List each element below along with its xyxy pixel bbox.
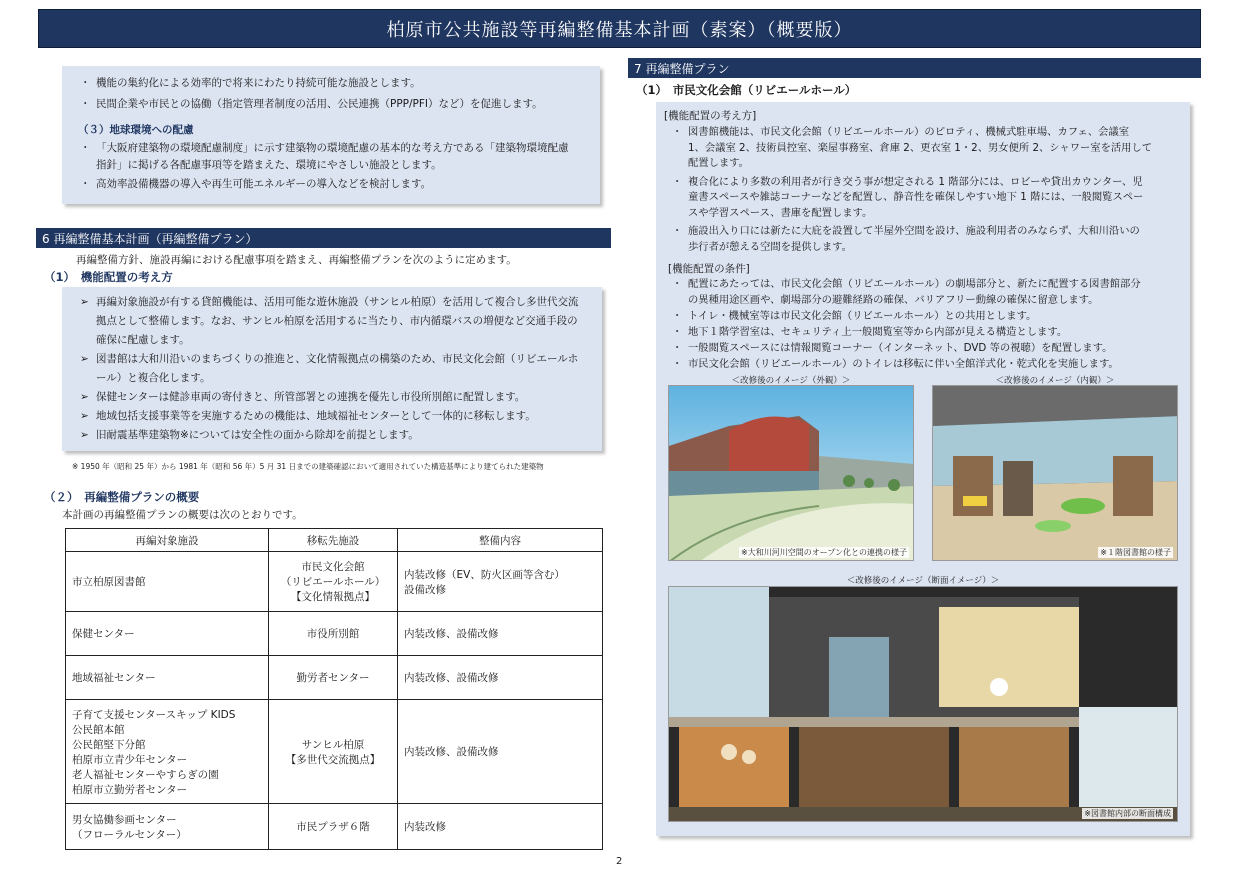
column-header: 再編対象施設 [66, 529, 269, 552]
bullet-mark: ・ [672, 325, 683, 338]
table-row [66, 656, 603, 700]
list-item: ・ 民間企業や市民との協働（指定管理者制度の活用、公民連携（PPP/PFI）など）を促進します。 [80, 98, 543, 110]
list-item: ・ 一般閲覧スペースには情報閲覧コーナー（インターネット、DVD 等の視聴）を配置します。 [672, 341, 1177, 357]
table-cell: 内装改修（EV、防火区画等含む） 設備改修 [398, 552, 603, 612]
table-intro: 本計画の再編整備プランの概要は次のとおりです。 [62, 509, 303, 521]
list-item: ・ 高効率設備機器の導入や再生可能エネルギーの導入などを検討します。 [80, 178, 432, 190]
column-header: 整備内容 [398, 529, 603, 552]
table-row [66, 804, 603, 850]
list-item: ➢ 保健センターは健診車両の寄付きと、所管部署との連携を優先し市役所別館に配置します。 [80, 391, 526, 403]
section-7-header: 7 再編整備プラン [628, 58, 1201, 78]
subsection-heading: （1） 機能配置の考え方 [44, 270, 173, 284]
image-caption: ＜改修後のイメージ（内観）＞ [995, 376, 1115, 386]
section-heading: （３）地球環境への配慮 [78, 124, 194, 136]
image-note: ※大和川河川空間のオープン化との連携の様子 [741, 548, 907, 557]
table-cell: 子育て支援センタースキップ KIDS 公民館本館 公民館堅下分館 柏原市立青少年センター 老人福祉センターやすらぎの園 柏原市立勤労者センター [66, 700, 269, 804]
list-item: ➢ 旧耐震基準建築物※については安全性の面から除却を前提とします。 [80, 429, 419, 441]
table-cell: 内装改修、設備改修 [398, 700, 603, 804]
table-cell: 市役所別館 [269, 612, 398, 656]
section-image [668, 586, 1178, 822]
table-header-row [66, 529, 603, 552]
table-row [66, 612, 603, 656]
bullet-mark: ・ [672, 175, 683, 188]
policy-box [62, 66, 600, 204]
bullet-mark: ・ [672, 341, 683, 354]
image-caption: ＜改修後のイメージ（外観）＞ [731, 376, 851, 386]
table-cell: 市民文化会館 （リビエールホール） 【文化情報拠点】 [269, 552, 398, 612]
bullet-mark: ・ [672, 309, 683, 322]
list-item: ・ 機能の集約化による効率的で将来にわたり持続可能な施設とします。 [80, 77, 421, 89]
column-header: 移転先施設 [269, 529, 398, 552]
label-conditions: [機能配置の条件] [668, 263, 750, 275]
list-item: ・ 複合化により多数の利用者が行き交う事が想定される 1 階部分には、ロビーや貸出カウンター、児 童書スペースや雑誌コーナーなどを配置し、静音性を確保しやすい地下 1 階には、一般閲覧スペー スや学習スペース、書庫を配置します。 [672, 175, 1144, 219]
table-cell: 男女協働参画センター （フローラルセンター） [66, 804, 269, 850]
table-cell: 勤労者センター [269, 656, 398, 700]
table-cell: 内装改修 [398, 804, 603, 850]
image-note: ※図書館内部の断面構成 [1084, 809, 1171, 818]
section-6-intro: 再編整備方針、施設再編における配慮事項を踏まえ、再編整備プランを次のように定めます。 [76, 254, 517, 266]
subsection-heading: （1） 市民文化会館（リビエールホール） [636, 83, 857, 97]
list-item: ➢ 再編対象施設が有する貸館機能は、活用可能な遊休施設（サンヒル柏原）を活用して複合し多世代交流 拠点として整備します。なお、サンヒル柏原を活用するに当たり、市内循環バスの増便など交通手段の 確保に配慮します。 [80, 296, 579, 346]
table-cell: 内装改修、設備改修 [398, 612, 603, 656]
table-row [66, 552, 603, 612]
page-number: 2 [616, 856, 623, 867]
list-item: ➢ 地域包括支援事業等を実施するための機能は、地域福祉センターとして一体的に移転します。 [80, 410, 536, 422]
bullet-mark: ・ [672, 225, 683, 237]
section-6-header: 6 再編整備基本計画（再編整備プラン） [36, 228, 611, 248]
table-cell: 市立柏原図書館 [66, 552, 269, 612]
list-item: ・ 配置にあたっては、市民文化会館（リビエールホール）の劇場部分と、新たに配置する図書館部分 の異種用途区画や、劇場部分の避難経路の確保、バリアフリー動線の確保に留意します。 [672, 278, 1141, 306]
list-item: ・ 施設出入り口には新たに大庇を設置して半屋外空間を設け、施設利用者のみならず、大和川沿いの 歩行者が憩える空間を提供します。 [672, 225, 1140, 253]
table-cell: 保健センター [66, 612, 269, 656]
footnote: ※ 1950 年（昭和 25 年）から 1981 年（昭和 56 年）5 月 31 日までの建築確認において適用されていた構造基準により建てられた建築物 [72, 462, 544, 471]
table-cell: 内装改修、設備改修 [398, 656, 603, 700]
interior-image [932, 385, 1178, 561]
list-item: ・ 「大阪府建築物の環境配慮制度」に示す建築物の環境配慮の基本的な考え方である「建築物環境配慮 指針」に掲げる各配慮事項等を踏まえた、環境にやさしい施設とします。 [80, 142, 569, 171]
image-note: ※１階図書館の様子 [1100, 548, 1171, 557]
subsection-heading: （２） 再編整備プランの概要 [44, 490, 200, 504]
image-caption: ＜改修後のイメージ（断面イメージ）＞ [846, 576, 1000, 586]
plan-table [65, 528, 603, 850]
bullet-mark: ・ [672, 278, 683, 290]
list-item: ・ トイレ・機械室等は市民文化会館（リビエールホール）との共用とします。 [672, 309, 1177, 325]
table-cell: 地域福祉センター [66, 656, 269, 700]
table-cell: サンヒル柏原 【多世代交流拠点】 [269, 700, 398, 804]
bullet-mark: ・ [672, 357, 683, 370]
placement-box [62, 287, 602, 451]
exterior-image [668, 385, 914, 561]
label-concept: [機能配置の考え方] [664, 110, 757, 122]
table-cell: 市民プラザ６階 [269, 804, 398, 850]
list-item: ➢ 図書館は大和川沿いのまちづくりの推進と、文化情報拠点の構築のため、市民文化会館（リビエールホ ール）と複合化します。 [80, 353, 579, 384]
page-title: 柏原市公共施設等再編整備基本計画（素案）（概要版） [38, 9, 1201, 48]
bullet-mark: ・ [672, 126, 683, 138]
list-item: ・ 地下１階学習室は、セキュリティ上一般閲覧室等から内部が見える構造とします。 [672, 325, 1177, 341]
table-row [66, 700, 603, 804]
list-item: ・ 図書館機能は、市民文化会館（リビエールホール）のピロティ、機械式駐車場、カフェ、会議室 1、会議室 2、技術員控室、楽屋事務室、倉庫 2、更衣室 1・2、男女便所 2、シャワー室を活用して 配置します。 [672, 126, 1153, 169]
list-item: ・ 市民文化会館（リビエールホール）のトイレは移転に伴い全館洋式化・乾式化を実施します。 [672, 357, 1177, 373]
